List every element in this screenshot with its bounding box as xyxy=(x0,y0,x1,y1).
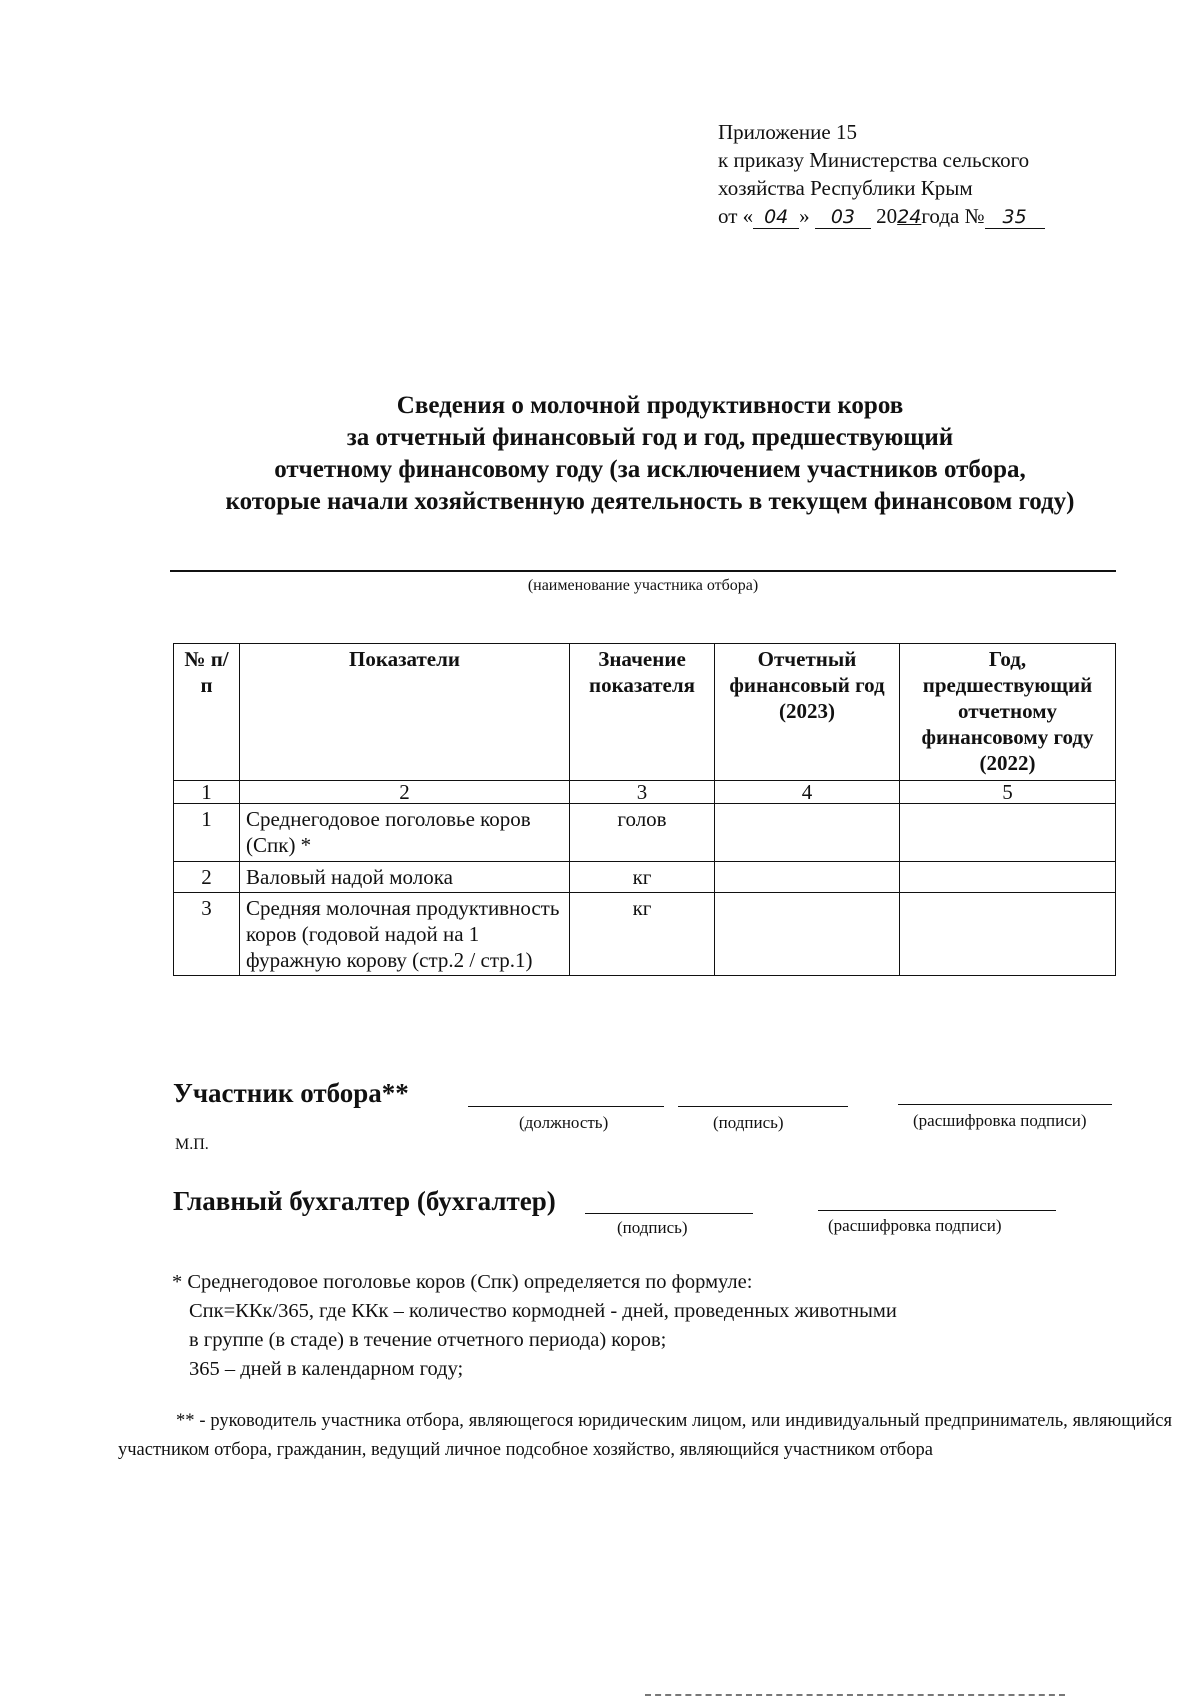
column-number-row xyxy=(174,781,1116,804)
header-number: № п/п xyxy=(174,644,240,781)
date-day-close: » xyxy=(799,204,810,228)
title-line-1: Сведения о молочной продуктивности коров xyxy=(396,392,904,419)
footnote-line: 365 – дней в календарном году; xyxy=(189,1358,464,1380)
row-current-value[interactable] xyxy=(715,862,900,893)
row-current-value[interactable] xyxy=(715,893,900,976)
date-month: 03 xyxy=(815,206,871,229)
header-value: Значение показателя xyxy=(570,644,715,781)
order-number-label: № xyxy=(964,204,985,228)
accountant-signature-field[interactable] xyxy=(585,1213,753,1214)
row-unit: кг xyxy=(570,862,715,893)
year-word: года xyxy=(921,204,960,228)
column-number: 2 xyxy=(240,781,570,804)
stamp-place: М.П. xyxy=(175,1136,209,1153)
appendix-ministry-line: хозяйства Республики Крым xyxy=(718,176,973,200)
participant-name-caption: (наименование участника отбора) xyxy=(527,577,759,594)
row-previous-value[interactable] xyxy=(900,862,1116,893)
table-row xyxy=(174,804,1116,862)
appendix-title: Приложение 15 xyxy=(718,120,857,144)
table-row xyxy=(174,893,1116,976)
table-row xyxy=(174,862,1116,893)
row-number: 1 xyxy=(174,804,240,862)
column-number: 1 xyxy=(174,781,240,804)
order-number: 35 xyxy=(985,206,1045,229)
column-number: 5 xyxy=(900,781,1116,804)
footnote-line: в группе (в стаде) в течение отчетного периода) коров; xyxy=(189,1329,667,1351)
signature-decoding-field[interactable] xyxy=(898,1104,1112,1105)
title-line-2: за отчетный финансовый год и год, предшествующий xyxy=(346,424,954,451)
title-line-3: отчетному финансовому году (за исключением участников отбора, xyxy=(274,456,1026,483)
row-previous-value[interactable] xyxy=(900,893,1116,976)
participant-name-field[interactable] xyxy=(170,570,1116,572)
position-field[interactable] xyxy=(468,1106,664,1107)
title-line-4: которые начали хозяйственную деятельность в текущем финансовом году) xyxy=(225,488,1075,515)
signature-caption: (подпись) xyxy=(713,1113,784,1132)
column-number: 4 xyxy=(715,781,900,804)
appendix-header xyxy=(718,118,1045,231)
footnote-formula xyxy=(172,1268,897,1384)
footnote-head: ** - руководитель участника отбора, являющегося юридическим лицом, или индивидуальный предприниматель, являющийся участником отбора, гражданин, ведущий личное подсобное хозяйство, являющийся участником отбора xyxy=(118,1411,1172,1460)
accountant-signature-label: Главный бухгалтер (бухгалтер) xyxy=(173,1186,556,1216)
row-indicator: Валовый надой молока xyxy=(240,862,570,893)
accountant-decoding-caption: (расшифровка подписи) xyxy=(828,1216,1002,1235)
row-previous-value[interactable] xyxy=(900,804,1116,862)
accountant-signature-caption: (подпись) xyxy=(617,1218,688,1237)
header-previous-year: Год, предшествующий отчетному финансовому году (2022) xyxy=(900,644,1116,781)
row-current-value[interactable] xyxy=(715,804,900,862)
appendix-date-line xyxy=(718,202,1045,231)
signature-field[interactable] xyxy=(678,1106,848,1107)
participant-signature-label: Участник отбора** xyxy=(173,1078,409,1108)
footnote-line: * Среднегодовое поголовье коров (Спк) определяется по формуле: xyxy=(172,1271,753,1293)
row-number: 3 xyxy=(174,893,240,976)
page-bottom-divider xyxy=(645,1694,1065,1696)
year-suffix: 24 xyxy=(897,206,922,228)
table-header-row xyxy=(174,644,1116,781)
row-unit: кг xyxy=(570,893,715,976)
footnote-line: Спк=ККк/365, где ККк – количество кормодней - дней, проведенных животными xyxy=(189,1300,897,1322)
row-indicator: Среднегодовое поголовье коров (Спк) * xyxy=(240,804,570,862)
productivity-table xyxy=(173,643,1116,976)
row-number: 2 xyxy=(174,862,240,893)
row-unit: голов xyxy=(570,804,715,862)
header-indicators: Показатели xyxy=(240,644,570,781)
date-day: 04 xyxy=(753,206,799,229)
date-prefix: от « xyxy=(718,204,754,228)
appendix-order-line: к приказу Министерства сельского xyxy=(718,148,1030,172)
header-reporting-year: Отчетный финансовый год (2023) xyxy=(715,644,900,781)
column-number: 3 xyxy=(570,781,715,804)
year-prefix: 20 xyxy=(876,204,898,228)
position-caption: (должность) xyxy=(519,1113,609,1132)
accountant-decoding-field[interactable] xyxy=(818,1210,1056,1211)
row-indicator: Средняя молочная продуктивность коров (годовой надой на 1 фуражную корову (стр.2 / стр.1) xyxy=(240,893,570,976)
document-title xyxy=(150,390,1150,518)
signature-decoding-caption: (расшифровка подписи) xyxy=(913,1111,1087,1130)
